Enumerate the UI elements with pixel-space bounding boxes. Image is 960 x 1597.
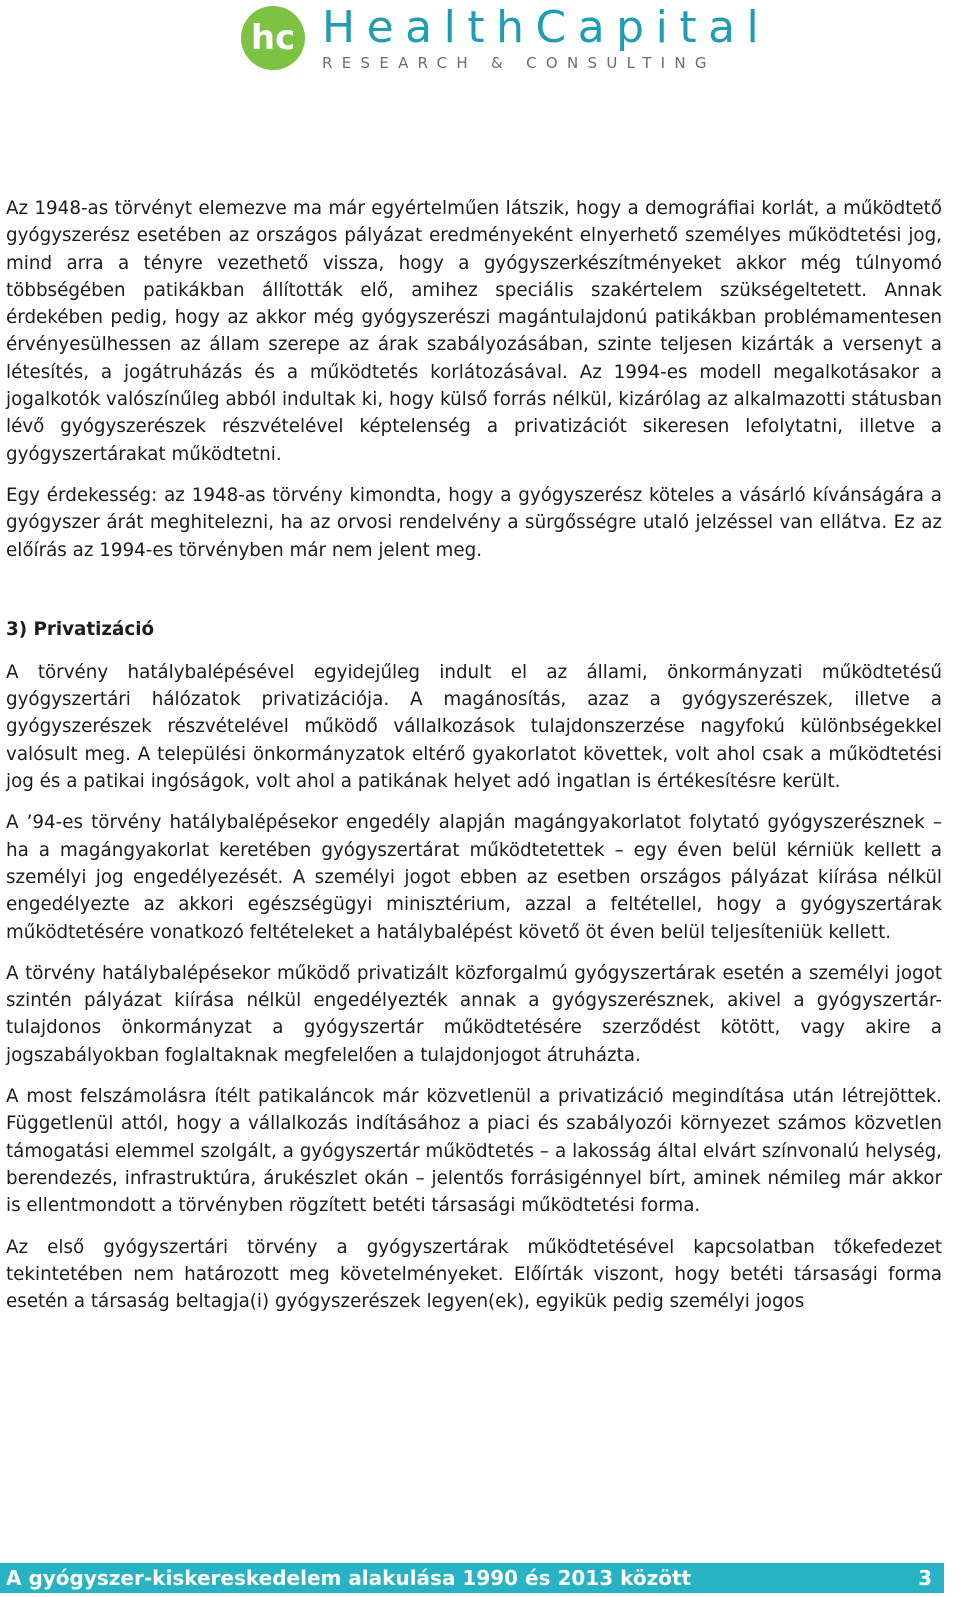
page-footer — [0, 1563, 944, 1593]
healthcapital-logo-icon — [240, 5, 306, 71]
page-header — [0, 0, 960, 90]
paragraph-7: Az első gyógyszertári törvény a gyógyszertárak működtetésével kapcsolatban tőkefedezet tekintetében nem határozott meg követelményeket. Előírták viszont, hogy betéti társasági forma esetén a társaság beltagja(i) gyógyszerészek legyen(ek), egyikük pedig személyi jogos — [6, 1236, 942, 1313]
section-heading: 3) Privatizáció — [6, 618, 155, 640]
svg-text:hc: hc — [250, 18, 296, 58]
page-number: 3 — [918, 1566, 932, 1590]
brand-subtitle: RESEARCH & CONSULTING — [322, 54, 716, 72]
paragraph-2: Egy érdekesség: az 1948-as törvény kimondta, hogy a gyógyszerész köteles a vásárló kívánságára a gyógyszer árát meghitelezni, ha az orvosi rendelvény a sürgősségre utaló jelzéssel van ellátva. Ez az előírás az 1994-es törvényben már nem jelent meg. — [6, 484, 942, 561]
brand-name: HealthCapital — [322, 2, 771, 53]
paragraph-5: A törvény hatálybalépésekor működő privatizált közforgalmú gyógyszertárak esetén a személyi jogot szintén pályázat kiírása nélkül engedélyezték annak a gyógyszerésznek, akivel a gyógyszertár-tulajdonos önkormányzat a gyógyszertár működtetésére szerződést kötött, vagy akire a jogszabályokban foglaltaknak megfelelően a tulajdonjogot átruházta. — [6, 962, 942, 1066]
paragraph-6: A most felszámolásra ítélt patikaláncok már közvetlenül a privatizáció megindítása után létrejöttek. Függetlenül attól, hogy a vállalkozás indításához a piaci és szabályozói környezet számos közvetlen támogatási elemmel szolgált, a gyógyszertár működtetés – a lakosság által elvárt színvonalú helység, berendezés, infrastruktúra, árukészlet okán – jelentős forrásigénnyel bírt, aminek némileg már akkor is ellentmondott a törvényben rögzített betéti társasági működtetési forma. — [6, 1086, 942, 1217]
paragraph-1: Az 1948-as törvényt elemezve ma már egyértelműen látszik, hogy a demográfiai korlát, a működtető gyógyszerész esetében az országos pályázat eredményeként elnyerhető személyes működtetési jog, mind arra a tényre vezethető vissza, hogy a gyógyszerkészítményeket akkor még túlnyomó többségében patikákban állították elő, amihez speciális szakértelem szükségeltetett. Annak érdekében pedig, hogy az akkor még gyógyszerészi magántulajdonú patikákban problémamentesen érvényesülhessen az állam szerepe az árak szabályozásában, szinte teljesen kizárták a versenyt a létesítés, a jogátruházás és a működtetés korlátozásával. Az 1994-es modell megalkotásakor a jogalkotók valószínűleg abból indultak ki, hogy külső forrás nélkül, kizárólag az alkalmazotti státusban lévő gyógyszerészek részvételével képtelenség a privatizációt sikeresen lefolytatni, illetve a gyógyszertárakat működtetni. — [6, 198, 942, 465]
footer-title: A gyógyszer-kiskereskedelem alakulása 1990 és 2013 között — [6, 1566, 692, 1590]
paragraph-4: A ’94-es törvény hatálybalépésekor engedély alapján magángyakorlatot folytató gyógyszerésznek – ha a magángyakorlat keretében gyógyszertárat működtetettek – egy éven belül kérniük kellett a személyi jog engedélyezését. A személyi jogot ebben az esetben országos pályázat kiírása nélkül engedélyezte az akkori egészségügyi minisztérium, azzal a feltétellel, hogy a gyógyszertárak működtetésére vonatkozó feltételeket a hatálybalépést követő öt éven belül teljesíteniük kellett. — [6, 812, 942, 943]
paragraph-3: A törvény hatálybalépésével egyidejűleg indult el az állami, önkormányzati működtetésű gyógyszertári hálózatok privatizációja. A magánosítás, azaz a gyógyszerészek, illetve a gyógyszerészek részvételével működő vállalkozások tulajdonszerzése nagyfokú különbségekkel valósult meg. A települési önkormányzatok eltérő gyakorlatot követtek, volt ahol csak a működtetési jog és a patikai ingóságok, volt ahol a patikának helyet adó ingatlan is értékesítésre került. — [6, 661, 942, 793]
document-body — [6, 195, 942, 1315]
